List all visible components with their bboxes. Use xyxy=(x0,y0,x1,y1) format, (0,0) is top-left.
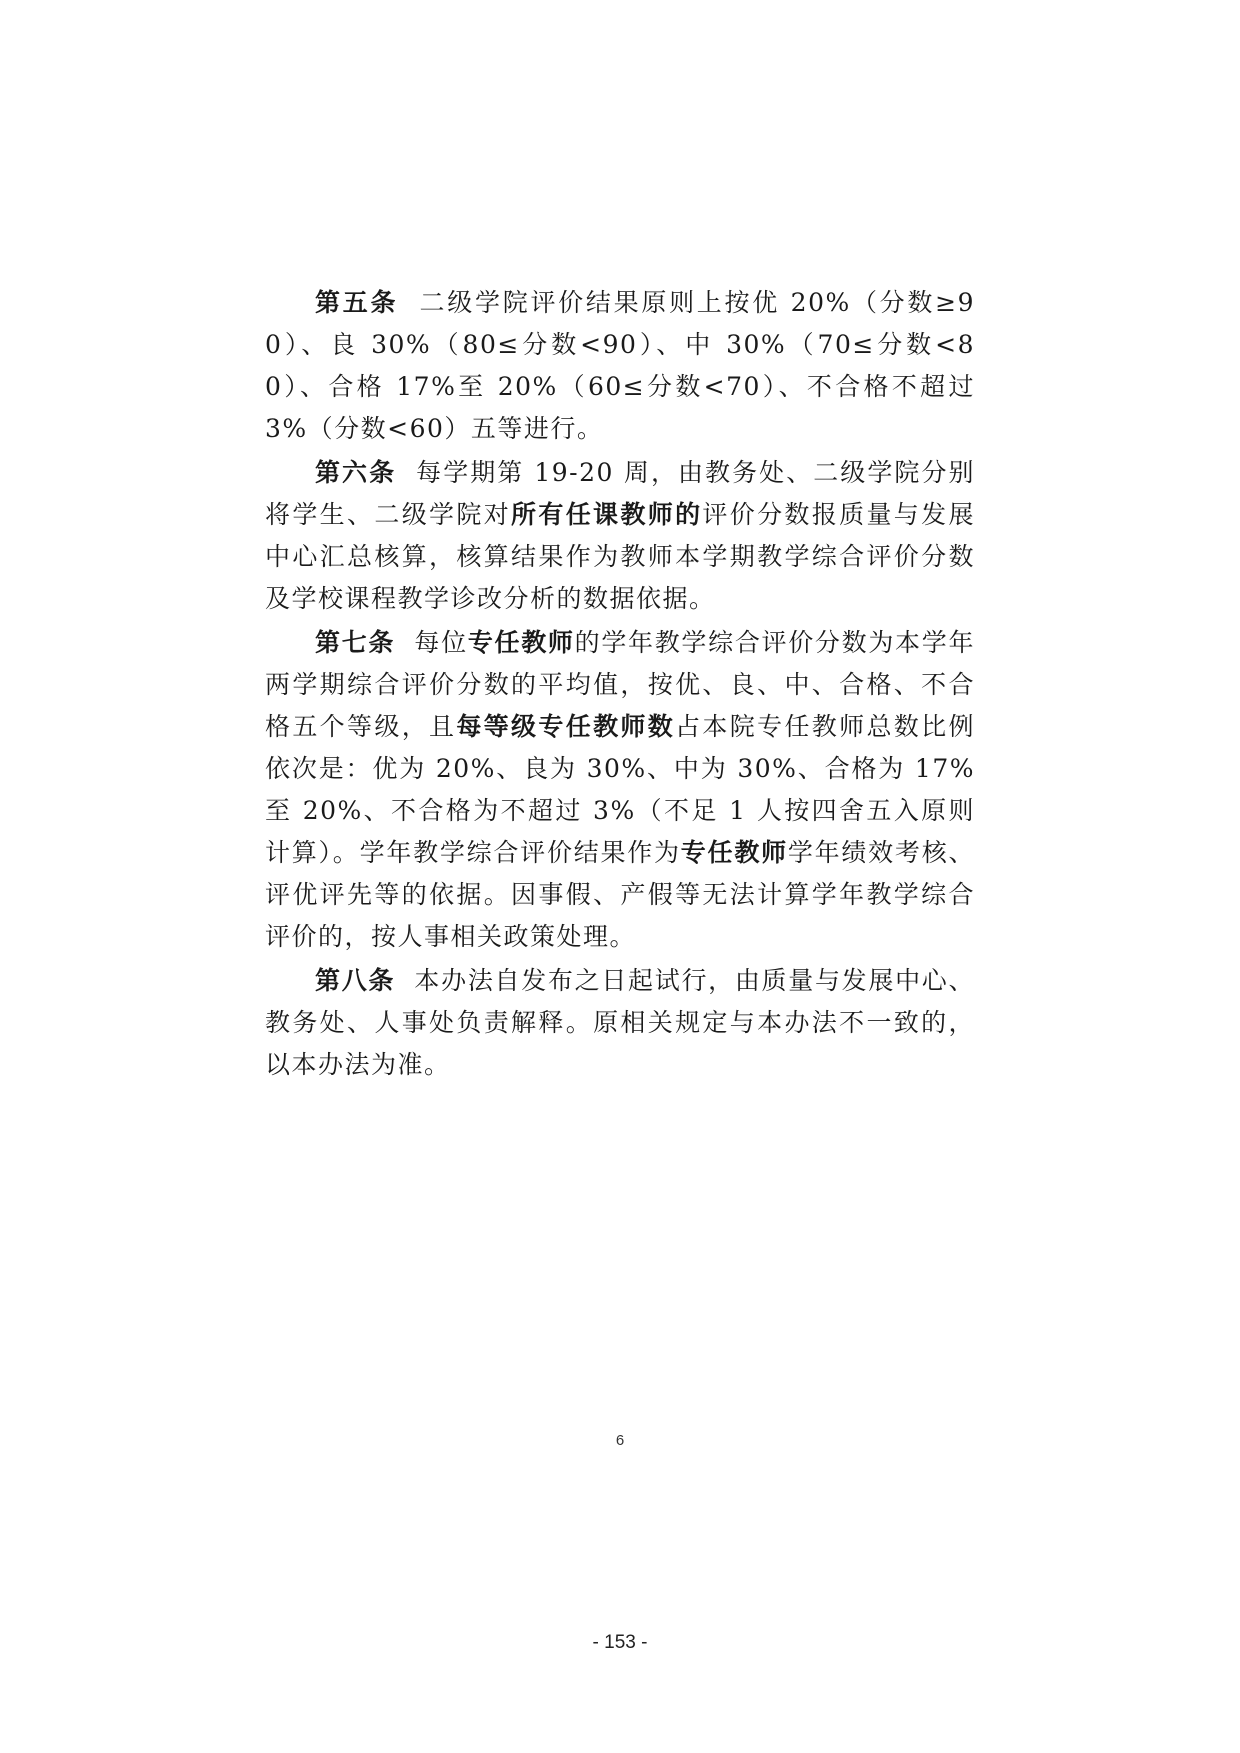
article-7-text-d: 学年绩效考核、评优评先等的依据。因事假、产假等无法计算学年教学综合评价的，按人事相关政策处理。 xyxy=(265,838,975,951)
document-body xyxy=(265,282,975,1088)
outer-page-number: - 153 - xyxy=(592,1632,648,1653)
article-8-label: 第八条 xyxy=(315,966,396,995)
article-5-text: 二级学院评价结果原则上按优 20%（分数≥90）、良 30%（80≤分数<90）、中 30%（70≤分数<80）、合格 17%至 20%（60≤分数<70）、不合格不超过 3%（分数<60）五等进行。 xyxy=(265,288,975,443)
article-8-paragraph xyxy=(265,960,975,1086)
article-7-emphasis-b: 每等级专任教师数 xyxy=(456,712,676,741)
article-7-paragraph xyxy=(265,622,975,958)
article-5-label: 第五条 xyxy=(315,288,399,317)
article-6-text-b: 评价分数报质量与发展中心汇总核算，核算结果作为教师本学期教学综合评价分数及学校课程教学诊改分析的数据依据。 xyxy=(265,500,975,613)
article-7-label: 第七条 xyxy=(315,628,396,657)
article-7-text-b: 的学年教学综合评价分数为本学年两学期综合评价分数的平均值，按优、良、中、合格、不合格五个等级，且 xyxy=(265,628,975,741)
article-6-paragraph xyxy=(265,452,975,620)
inner-page-number: 6 xyxy=(615,1432,625,1449)
article-7-emphasis-a: 专任教师 xyxy=(467,628,575,657)
article-6-emphasis: 所有任课教师的 xyxy=(511,500,703,529)
article-7-text-a: 每位 xyxy=(414,628,468,657)
article-7-text-c: 占本院专任教师总数比例依次是：优为 20%、良为 30%、中为 30%、合格为 17%至 20%、不合格为不超过 3%（不足 1 人按四舍五入原则计算）。学年教学综合评价结果作为 xyxy=(265,712,975,867)
article-5-paragraph xyxy=(265,282,975,450)
article-7-emphasis-c: 专任教师 xyxy=(680,838,788,867)
article-6-text-a: 每学期第 19-20 周，由教务处、二级学院分别将学生、二级学院对 xyxy=(265,458,975,529)
article-6-label: 第六条 xyxy=(315,458,397,487)
article-8-text: 本办法自发布之日起试行，由质量与发展中心、教务处、人事处负责解释。原相关规定与本办法不一致的，以本办法为准。 xyxy=(265,966,975,1079)
